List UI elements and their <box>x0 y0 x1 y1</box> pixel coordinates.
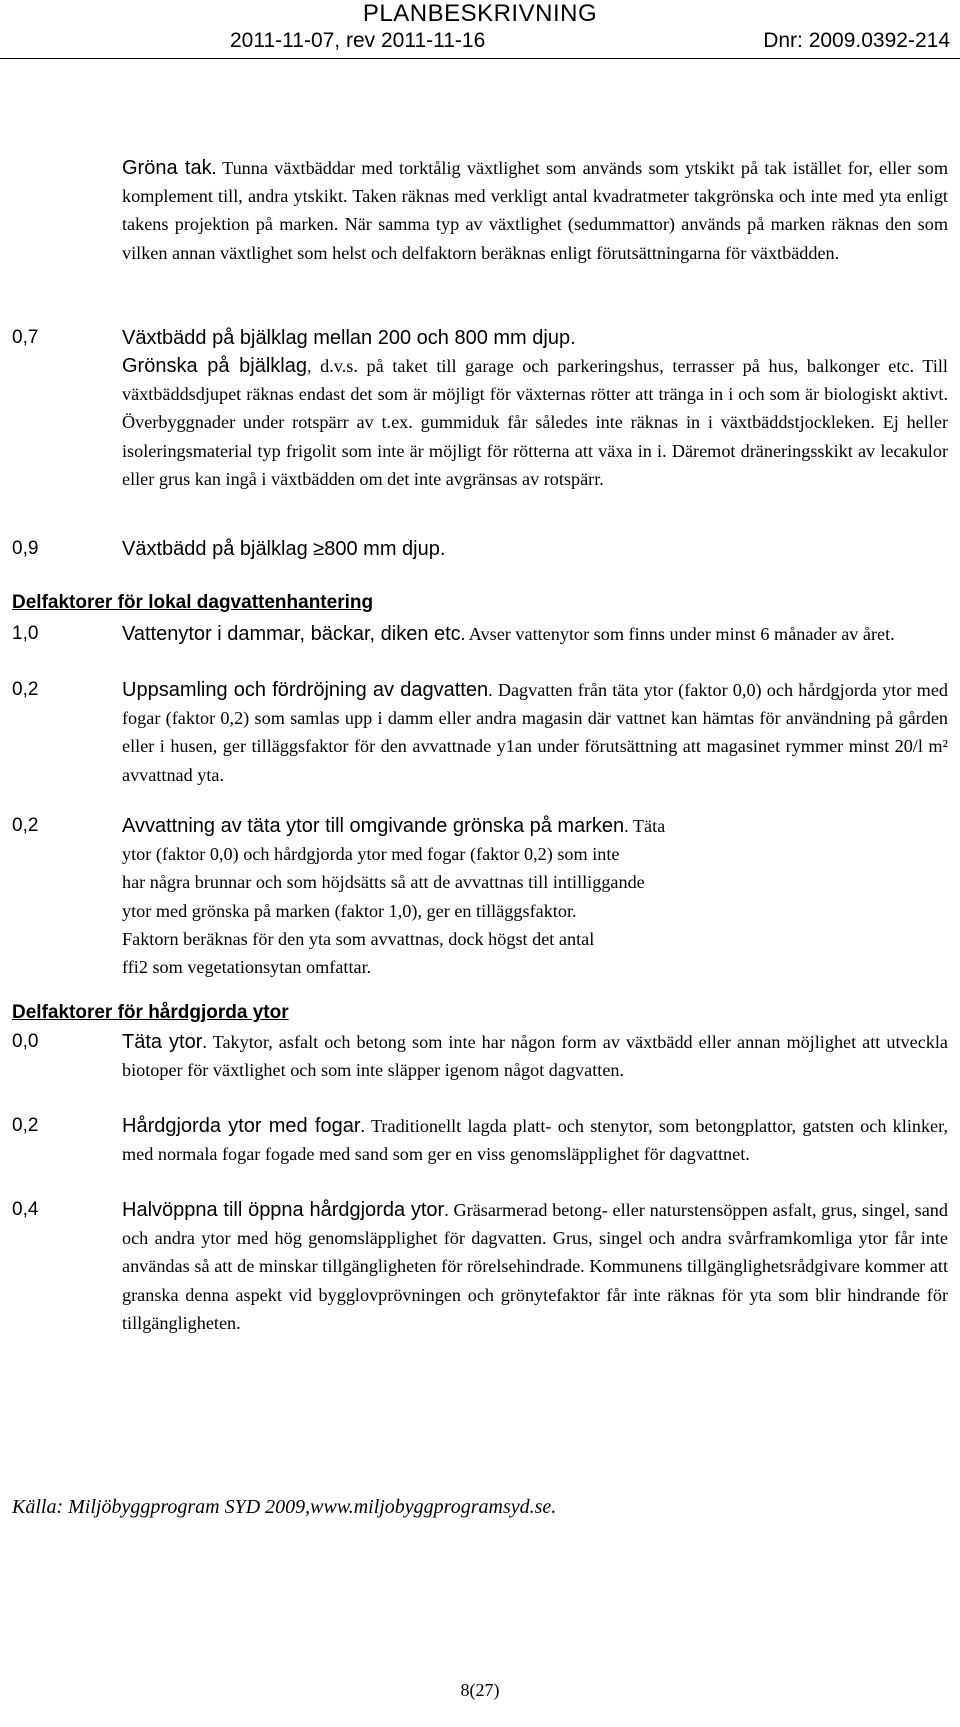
factor-value: 0,2 <box>12 815 39 836</box>
item-lead: Avvattning av täta ytor till omgivande grönska på marken <box>122 815 625 837</box>
item-text: . Takytor, asfalt och betong som inte har någon form av växtbädd eller annan möjlighet att utveckla biotoper för växtlighet och som inte släpper igenom något dagvatten. <box>122 1032 948 1081</box>
local-item-3 <box>0 812 960 981</box>
section-heading-hard: Delfaktorer för hårdgjorda ytor <box>12 1002 289 1023</box>
factor-value: 0,2 <box>12 679 39 700</box>
item-lead: Halvöppna till öppna hårdgjorda ytor <box>122 1199 445 1221</box>
factor-value: 1,0 <box>12 623 39 644</box>
entry-lead: Växtbädd på bjälklag ≥800 mm djup. <box>122 538 446 560</box>
document-dates: 2011-11-07, rev 2011-11-16 <box>230 29 486 52</box>
item-line: ffi2 som vegetationsytan omfattar. <box>122 957 372 978</box>
entry-grona-tak <box>0 154 960 267</box>
factor-value: 0,2 <box>12 1115 39 1136</box>
factor-value: 0,0 <box>12 1031 39 1052</box>
hard-item-1 <box>0 1028 960 1084</box>
document-dnr: Dnr: 2009.0392-214 <box>763 29 950 52</box>
item-lead: Vattenytor i dammar, bäckar, diken etc <box>122 623 461 645</box>
entry-factor-09 <box>0 535 960 563</box>
source-citation: Källa: Miljöbyggprogram SYD 2009,www.miljobyggprogramsyd.se. <box>12 1496 557 1518</box>
entry-gronska-bjalklag <box>0 352 960 493</box>
item-line: ytor med grönska på marken (faktor 1,0), ger en tilläggsfaktor. <box>122 900 577 921</box>
hard-item-3 <box>0 1196 960 1337</box>
item-lead: Täta ytor <box>122 1031 203 1053</box>
entry-lead: Grönska på bjälklag <box>122 355 307 377</box>
item-line: ytor (faktor 0,0) och hårdgjorda ytor med fogar (faktor 0,2) som inte <box>122 844 620 865</box>
page-number: 8(27) <box>460 1680 500 1700</box>
hard-item-2 <box>0 1112 960 1168</box>
local-item-2 <box>0 676 960 789</box>
document-title: PLANBESKRIVNING <box>362 0 598 27</box>
item-line: har några brunnar och som höjdsätts så att de avvattnas till intilliggande <box>122 872 645 893</box>
item-line: . Täta <box>624 816 666 836</box>
local-item-1 <box>0 620 960 648</box>
item-text: . Gräsarmerad betong- eller naturstensöppen asfalt, grus, singel, sand och andra ytor med hög genomsläpplighet för dagvatten. Grus, singel och andra svårframkomliga ytor får inte användas så att de minskar tillgängligheten för rörelsehindrade. Kommunens tillgänglighetsrådgivare kommer att granska denna aspekt vid bygglovprövningen och grönytefaktor får inte räknas för yta som blir hindrande för tillgängligheten. <box>122 1200 948 1333</box>
entry-text: . Tunna växtbäddar med torktålig växtlighet som används som ytskikt på tak istället for, eller som komplement till, andra ytskikt. Taken räknas med verkligt antal kvadratmeter takgrönska och inte med yta enligt takens projektion på marken. När samma typ av växtlighet (sedummattor) används på marken räknas den som vilken annan växtlighet som helst och delfaktorn beräknas enligt förutsättningarna för växtbädden. <box>122 158 948 263</box>
item-lead: Hårdgjorda ytor med fogar <box>122 1115 361 1137</box>
section-heading-local: Delfaktorer för lokal dagvattenhantering <box>12 592 374 613</box>
item-text: . Dagvatten från täta ytor (faktor 0,0) och hårdgjorda ytor med fogar (faktor 0,2) som samlas upp i damm eller andra magasin där vattnet kan hämtas för användning på gården eller i husen, ger tilläggsfaktor för den avvattnade y1an under förutsättning att magasinet rymmer minst 20/l m² avvattnad yta. <box>122 680 948 785</box>
entry-factor-07 <box>0 324 960 352</box>
item-text: . Avser vattenytor som finns under minst 6 månader av året. <box>460 624 895 644</box>
entry-lead: Gröna tak <box>122 157 212 179</box>
entry-lead: Växtbädd på bjälklag mellan 200 och 800 mm djup. <box>122 327 576 349</box>
item-line: Faktorn beräknas för den yta som avvattnas, dock högst det antal <box>122 928 595 949</box>
factor-value: 0,7 <box>12 327 39 348</box>
factor-value: 0,4 <box>12 1199 39 1220</box>
entry-text: , d.v.s. på taket till garage och parkeringshus, terrasser på hus, balkonger etc. Till växtbäddsdjupet räknas endast det som är möjligt för växternas rötter att tränga in i och som är biologiskt aktivt. Överbyggnader under rotspärr av t.ex. gummiduk får således inte räknas in i växtbäddstjockleken. Ej heller isoleringsmaterial typ frigolit som inte är möjligt för rötterna att växa in i. Däremot dräneringsskikt av lecakulor eller grus kan ingå i växtbädden om det inte avgränsas av rotspärr. <box>122 356 948 489</box>
item-text: . Traditionellt lagda platt- och stenytor, som betongplattor, gatsten och klinker, med normala fogar fogade med sand som ger en viss genomsläpplighet för dagvattnet. <box>122 1116 949 1165</box>
factor-value: 0,9 <box>12 538 39 559</box>
item-lead: Uppsamling och fördröjning av dagvatten <box>122 679 489 701</box>
header-rule <box>0 58 960 59</box>
